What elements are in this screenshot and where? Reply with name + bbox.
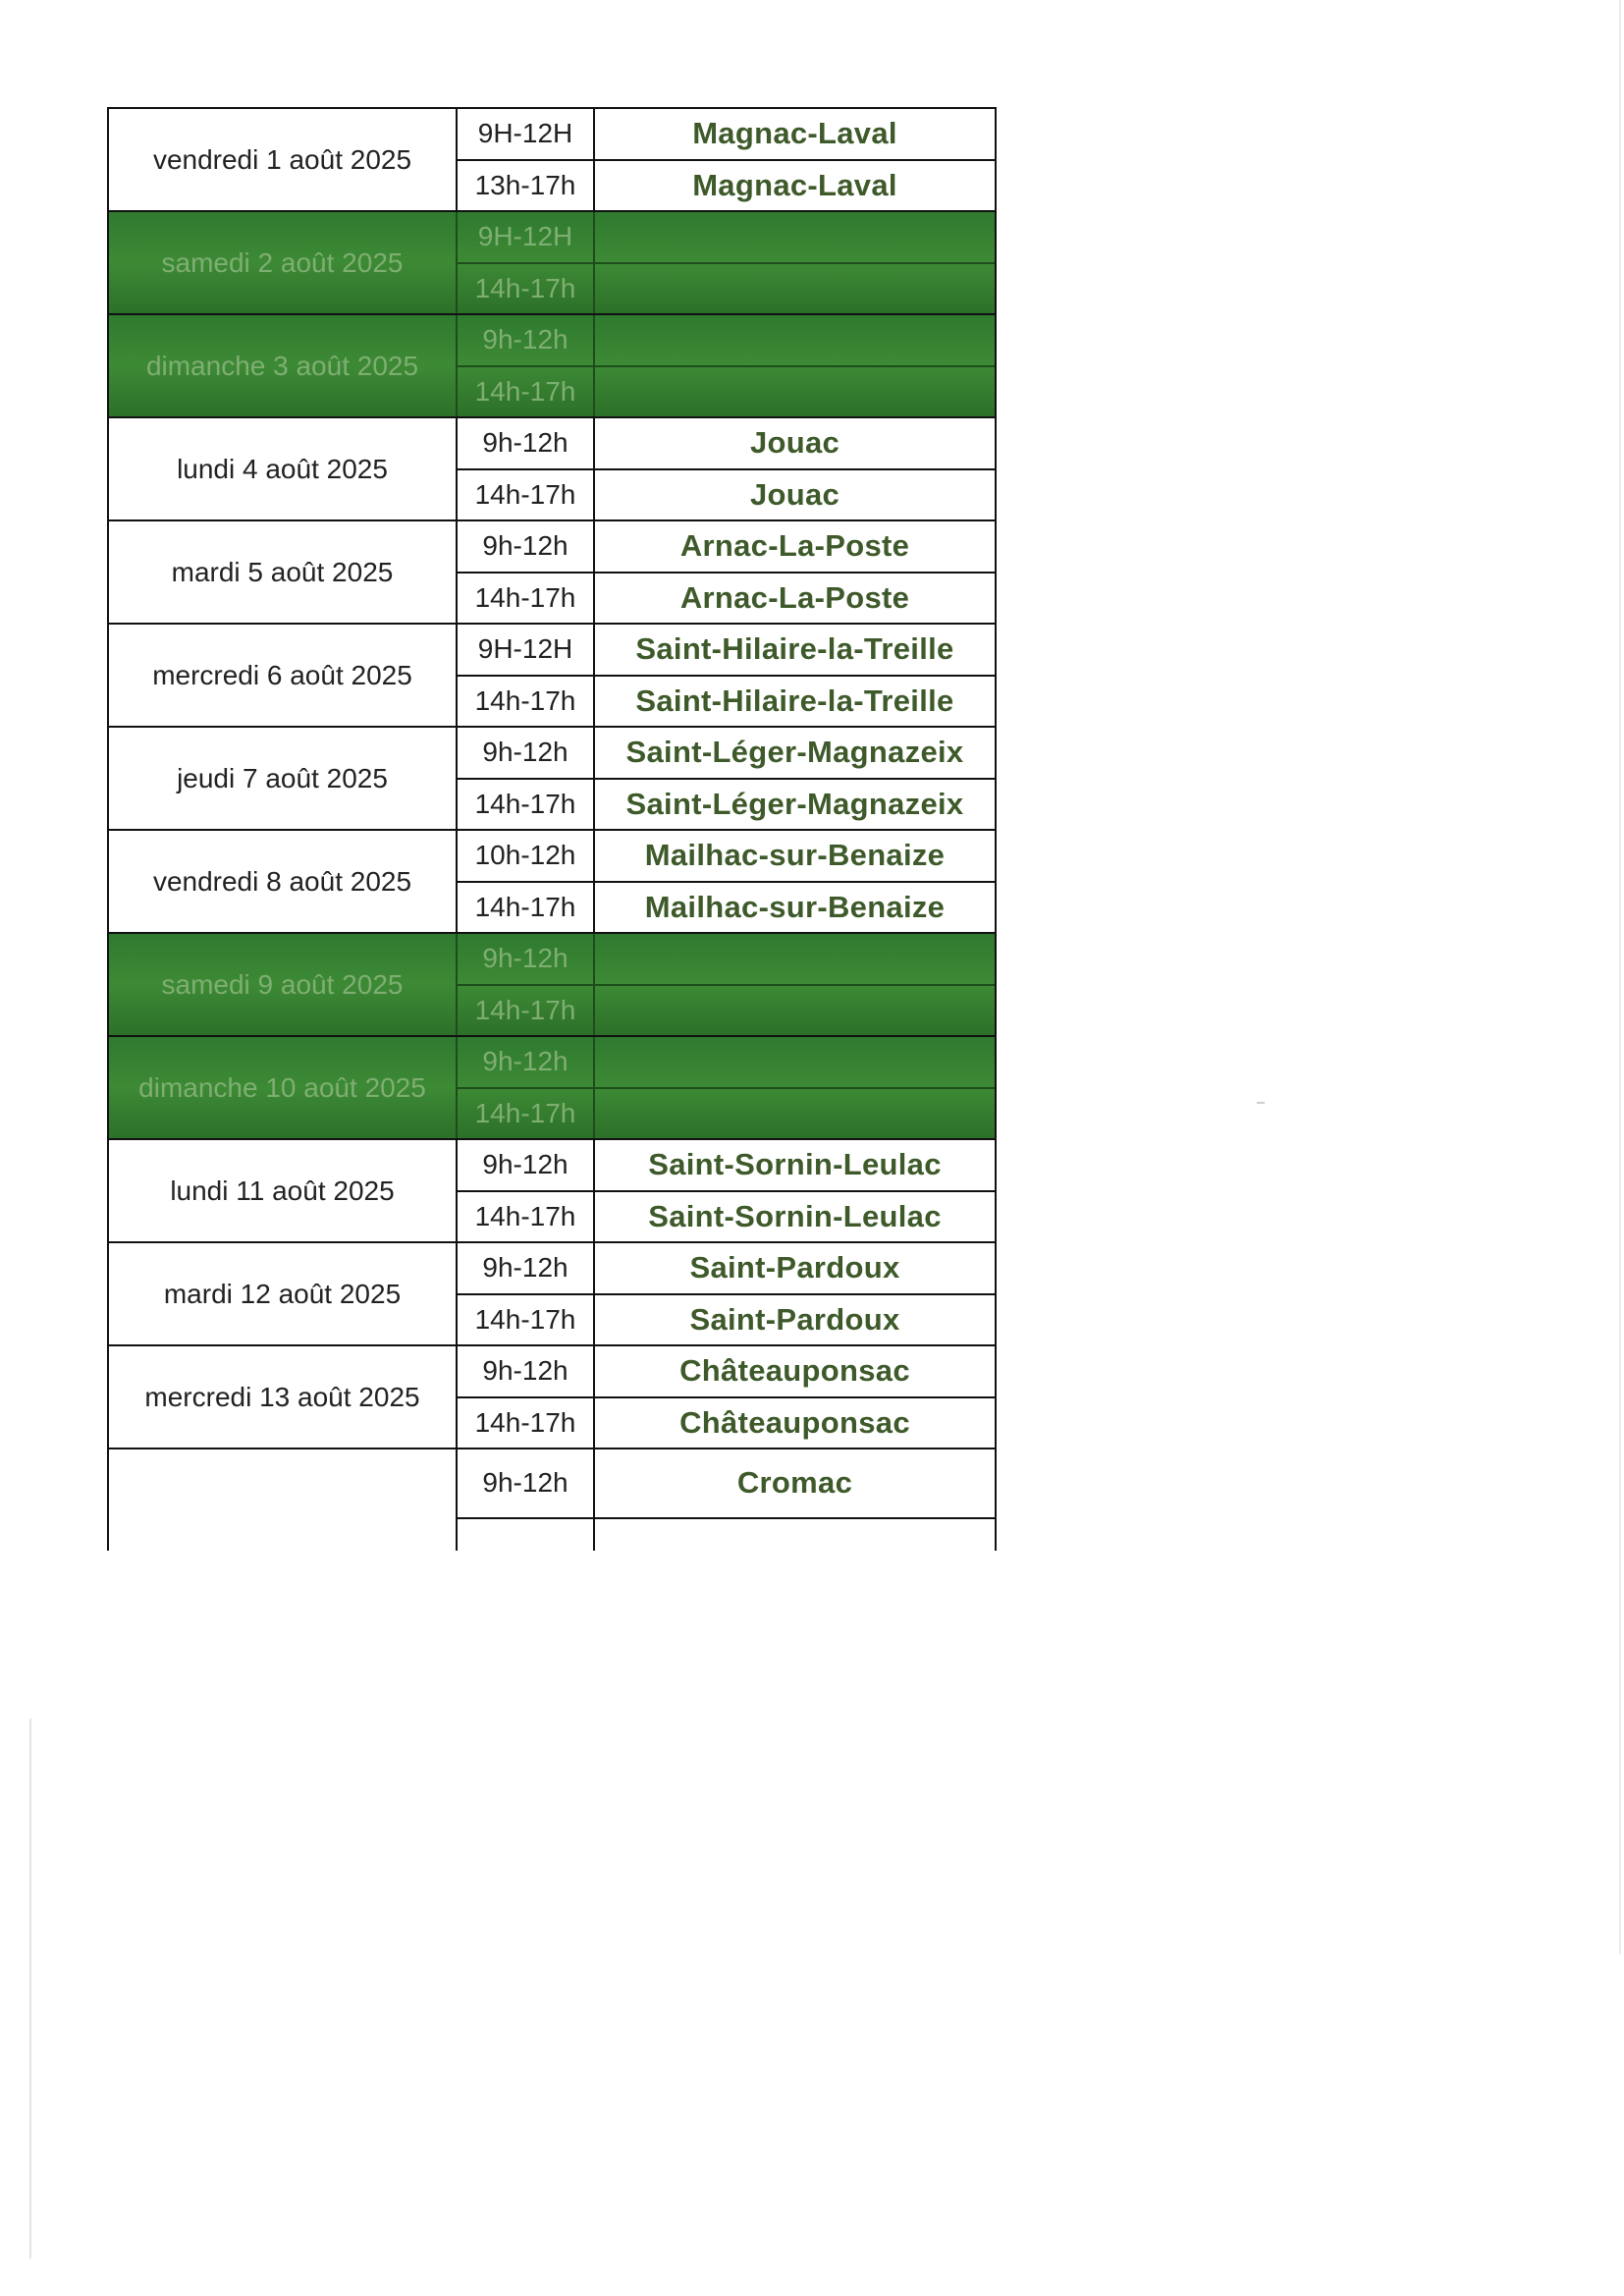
place-name <box>595 1037 995 1089</box>
place-name: Magnac-Laval <box>595 109 995 161</box>
time-slot: 14h-17h <box>458 780 595 830</box>
place-name: Cromac <box>595 1449 995 1519</box>
place-name <box>595 367 995 417</box>
time-slot: 14h-17h <box>458 367 595 417</box>
time-slot: 14h-17h <box>458 677 595 727</box>
place-name: Saint-Léger-Magnazeix <box>625 786 964 821</box>
time-slot: 9h-12h <box>458 1140 595 1192</box>
schedule-table <box>107 107 997 1501</box>
time-slot: 14h-17h <box>458 1192 595 1242</box>
day-row <box>107 1241 997 1344</box>
place-name <box>595 264 995 314</box>
place-name: Saint-Pardoux <box>689 1301 900 1337</box>
day-label: mardi 5 août 2025 <box>109 521 458 623</box>
place-name <box>595 986 995 1036</box>
day-label: vendredi 1 août 2025 <box>109 109 458 210</box>
time-slot: 9h-12h <box>458 1449 595 1519</box>
day-label: mercredi 6 août 2025 <box>109 625 458 726</box>
day-row <box>107 107 997 210</box>
time-slot: 9h-12h <box>458 418 595 470</box>
day-label <box>109 1449 458 1551</box>
place-name <box>595 934 995 986</box>
day-row-closed <box>107 210 997 313</box>
time-slot: 9h-12h <box>458 1037 595 1089</box>
place-name: Mailhac-sur-Benaize <box>595 831 995 883</box>
place-name: Arnac-La-Poste <box>679 579 910 615</box>
place-name <box>595 1089 995 1139</box>
time-slot: 9h-12h <box>458 1346 595 1398</box>
day-row <box>107 519 997 623</box>
day-label: lundi 11 août 2025 <box>109 1140 458 1241</box>
time-slot: 9h-12h <box>458 934 595 986</box>
place-name: Saint-Sornin-Leulac <box>595 1140 995 1192</box>
day-row <box>107 829 997 932</box>
time-slot: 14h-17h <box>458 883 595 933</box>
time-slot: 14h-17h <box>458 574 595 624</box>
time-slot: 9H-12H <box>458 212 595 264</box>
day-row <box>107 1344 997 1448</box>
place-name: Magnac-Laval <box>692 167 897 202</box>
scan-edge-left <box>29 1719 31 2259</box>
day-row <box>107 1448 997 1551</box>
time-slot: 9H-12H <box>458 109 595 161</box>
time-slot: 14h-17h <box>458 1295 595 1345</box>
place-name: Saint-Léger-Magnazeix <box>595 728 995 780</box>
place-name: Saint-Hilaire-la-Treille <box>595 625 995 677</box>
place-name: Châteauponsac <box>679 1404 910 1440</box>
place-name: Jouac <box>595 418 995 470</box>
day-row <box>107 623 997 726</box>
time-slot: 14h-17h <box>458 986 595 1036</box>
day-label: dimanche 10 août 2025 <box>109 1037 458 1138</box>
place-name: Jouac <box>749 476 840 512</box>
place-name <box>595 315 995 367</box>
day-label: jeudi 7 août 2025 <box>109 728 458 829</box>
day-row-closed <box>107 932 997 1035</box>
time-slot: 9H-12H <box>458 625 595 677</box>
day-label: lundi 4 août 2025 <box>109 418 458 519</box>
time-slot: 14h-17h <box>458 264 595 314</box>
place-name: Châteauponsac <box>595 1346 995 1398</box>
time-slot <box>458 1519 595 1552</box>
day-row-closed <box>107 1035 997 1138</box>
place-name: Saint-Hilaire-la-Treille <box>635 683 954 718</box>
day-row <box>107 1138 997 1241</box>
day-row <box>107 416 997 519</box>
time-slot: 9h-12h <box>458 728 595 780</box>
day-row <box>107 726 997 829</box>
time-slot: 9h-12h <box>458 1243 595 1295</box>
day-label: samedi 2 août 2025 <box>109 212 458 313</box>
place-name: Saint-Pardoux <box>595 1243 995 1295</box>
day-row-closed <box>107 313 997 416</box>
day-label: mardi 12 août 2025 <box>109 1243 458 1344</box>
time-slot: 9h-12h <box>458 521 595 574</box>
day-label: samedi 9 août 2025 <box>109 934 458 1035</box>
time-slot: 10h-12h <box>458 831 595 883</box>
time-slot: 9h-12h <box>458 315 595 367</box>
day-label: mercredi 13 août 2025 <box>109 1346 458 1448</box>
place-name: Arnac-La-Poste <box>595 521 995 574</box>
day-label: vendredi 8 août 2025 <box>109 831 458 932</box>
place-name <box>595 1519 995 1552</box>
day-label: dimanche 3 août 2025 <box>109 315 458 416</box>
place-name <box>595 212 995 264</box>
time-slot: 13h-17h <box>458 161 595 211</box>
place-name: Mailhac-sur-Benaize <box>644 889 946 924</box>
time-slot: 14h-17h <box>458 470 595 520</box>
place-name: Saint-Sornin-Leulac <box>648 1198 942 1233</box>
scan-edge-right <box>1619 0 1621 1954</box>
scan-speck <box>1257 1102 1265 1104</box>
time-slot: 14h-17h <box>458 1089 595 1139</box>
time-slot: 14h-17h <box>458 1398 595 1449</box>
